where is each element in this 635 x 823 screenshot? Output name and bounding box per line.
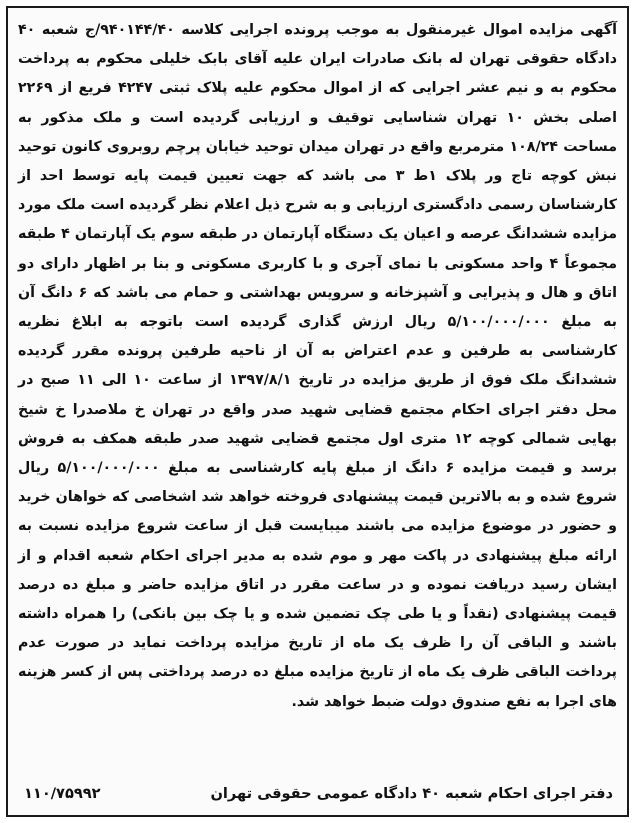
auction-notice	[6, 6, 629, 817]
footer-reference-number: ۱۱۰/۷۵۹۹۲	[24, 785, 101, 802]
notice-body-text: آگهی مزایده اموال غیرمنقول به موجب پرونده اجرایی کلاسه ۹۴۰۱۴۴/۴۰/ج شعبه ۴۰ دادگاه حقوقی تهران له بانک صادرات ایران علیه آقای بابک خلیلی محکوم به پرداخت محکوم به و نیم عشر اجرایی که از اموال محکوم علیه پلاک ثبتی ۴۲۴۷ فریع از ۲۲۶۹ اصلی بخش ۱۰ تهران شناسایی توقیف و ارزیابی گردیده است و ملک مذکور به مساحت ۱۰۸/۲۴ مترمربع واقع در تهران میدان توحید خیابان پرچم روبروی کانون توحید نبش کوچه تاج ور پلاک ۱ط ۳ می باشد که جهت تعیین قیمت پایه توسط احد از کارشناسان رسمی دادگستری ارزیابی و به شرح ذیل اعلام نظر گردیده است ملک مورد مزایده ششدانگ عرصه و اعیان یک دستگاه آپارتمان در طبقه سوم یک آپارتمان ۴ طبقه مجموعاً ۴ واحد مسکونی با نمای آجری و با کاربری مسکونی و بنا بر اظهار دارای دو اتاق و هال و پذیرایی و آشپزخانه و سرویس بهداشتی و حمام می باشد که ۶ دانگ آن به مبلغ ۵/۱۰۰/۰۰۰/۰۰۰ ریال ارزش گذاری گردیده است باتوجه به ابلاغ نظریه کارشناسی به طرفین و عدم اعتراض به آن از ناحیه طرفین پرونده مقرر گردیده ششدانگ ملک فوق از طریق مزایده در تاریخ ۱۳۹۷/۸/۱ از ساعت ۱۰ الی ۱۱ صبح در محل دفتر اجرای احکام مجتمع قضایی شهید صدر واقع در تهران خ ملاصدرا خ شیخ بهایی شمالی کوچه ۱۲ متری اول مجتمع قضایی شهید صدر طبقه همکف به فروش برسد و قیمت مزایده ۶ دانگ از مبلغ پایه کارشناسی به مبلغ ۵/۱۰۰/۰۰۰/۰۰۰ ریال شروع شده و به بالاترین قیمت پیشنهادی فروخته خواهد شد اشخاصی که خواهان خرید و حضور در موضوع مزایده می باشند میبایست قبل از ساعت شروع مزایده نسبت به ارائه مبلغ پیشنهادی در پاکت مهر و موم شده به مدیر اجرای احکام شعبه اقدام و از ایشان رسید دریافت نموده و در ساعت مقرر در اتاق مزایده حاضر و مبلغ ده درصد قیمت پیشنهادی (نقداً و یا طی چک تضمین شده و یا چک بین بانکی) را همراه داشته باشند و الباقی آن را ظرف یک ماه از تاریخ مزایده پرداخت نماید در صورت عدم پرداخت الباقی ظرف یک ماه از تاریخ مزایده مبلغ ده درصد پرداختی پس از کسر هزینه های اجرا به نفع صندوق دولت ضبط خواهد شد.	[18, 22, 618, 710]
notice-footer	[18, 783, 617, 809]
footer-issuer: دفتر اجرای احکام شعبه ۴۰ دادگاه عمومی حقوقی تهران	[210, 785, 613, 802]
